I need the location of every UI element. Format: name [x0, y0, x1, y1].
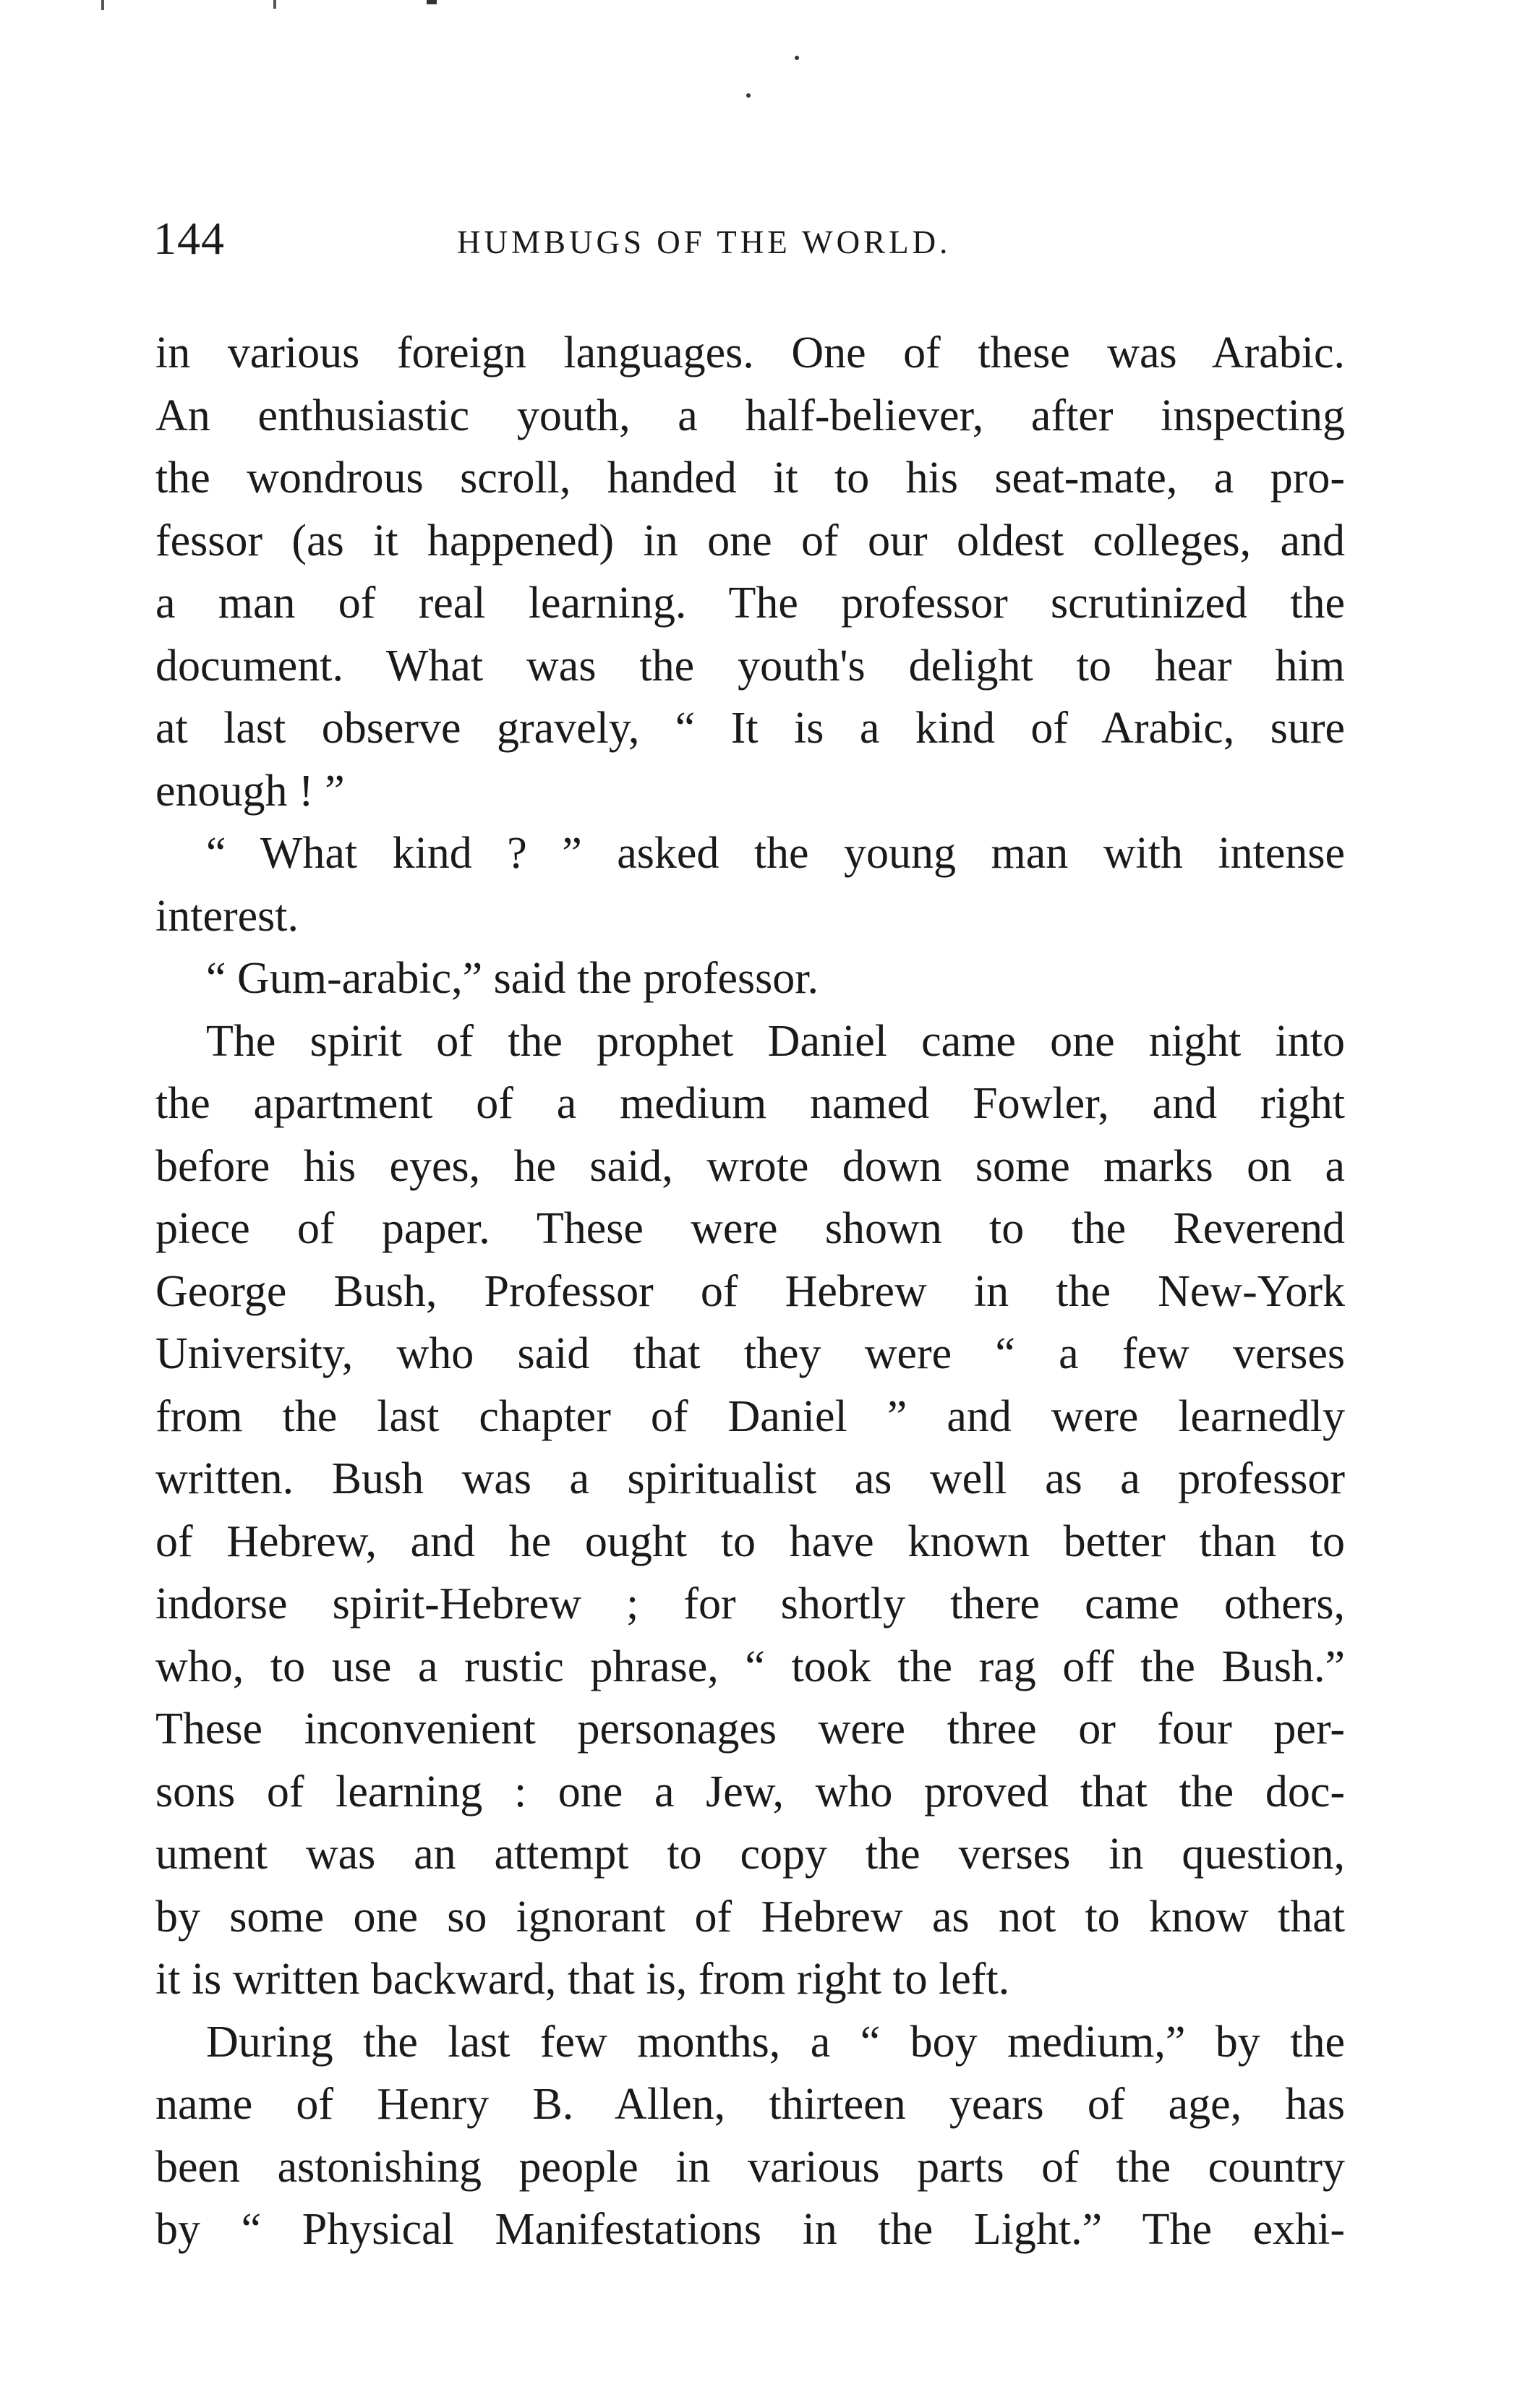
- text-line: written. Bush was a spiritualist as well as a professor: [155, 1454, 1345, 1503]
- text-line: from the last chapter of Daniel ” and were learnedly: [155, 1391, 1345, 1441]
- text-line: who, to use a rustic phrase, “ took the rag off the Bush.”: [155, 1641, 1345, 1691]
- text-line: by “ Physical Manifestations in the Light.” The exhi-: [155, 2205, 1345, 2254]
- text-line: These inconvenient personages were three or four per-: [155, 1704, 1345, 1754]
- speck-mark: [427, 0, 437, 4]
- speck-mark: [795, 56, 799, 60]
- text-line: the wondrous scroll, handed it to his seat-mate, a pro-: [155, 453, 1345, 503]
- text-line: sons of learning : one a Jew, who proved that the doc-: [155, 1767, 1345, 1816]
- text-line: During the last few months, a “ boy medium,” by the: [206, 2017, 1345, 2067]
- text-line: document. What was the youth's delight to hear him: [155, 641, 1345, 691]
- text-line: University, who said that they were “ a few verses: [155, 1329, 1345, 1378]
- text-line: enough ! ”: [155, 766, 345, 816]
- running-head: HUMBUGS OF THE WORLD.: [457, 224, 952, 260]
- text-line: been astonishing people in various parts of the country: [155, 2142, 1345, 2192]
- text-line: before his eyes, he said, wrote down some marks on a: [155, 1141, 1345, 1191]
- speck-mark: [101, 0, 104, 10]
- body-text: [155, 322, 1345, 2261]
- text-line: An enthusiastic youth, a half-believer, after inspecting: [155, 390, 1345, 440]
- text-line: a man of real learning. The professor scrutinized the: [155, 578, 1345, 628]
- text-line: The spirit of the prophet Daniel came one night into: [206, 1016, 1345, 1066]
- text-line: at last observe gravely, “ It is a kind of Arabic, sure: [155, 704, 1345, 753]
- text-line: interest.: [155, 891, 299, 941]
- speck-mark: [746, 93, 751, 98]
- text-line: indorse spirit-Hebrew ; for shortly there came others,: [155, 1579, 1345, 1628]
- text-line: George Bush, Professor of Hebrew in the New-York: [155, 1266, 1345, 1316]
- text-line: fessor (as it happened) in one of our oldest colleges, and: [155, 516, 1345, 565]
- text-line: name of Henry B. Allen, thirteen years of age, has: [155, 2080, 1345, 2129]
- page-header: [153, 210, 1346, 268]
- text-line: it is written backward, that is, from right to left.: [155, 1955, 1010, 2004]
- text-line: the apartment of a medium named Fowler, and right: [155, 1079, 1345, 1128]
- text-line: “ What kind ? ” asked the young man with intense: [206, 829, 1345, 878]
- text-line: in various foreign languages. One of these was Arabic.: [155, 328, 1345, 377]
- print-specks: [0, 0, 1525, 145]
- text-line: ument was an attempt to copy the verses in question,: [155, 1830, 1345, 1879]
- text-line: of Hebrew, and he ought to have known better than to: [155, 1516, 1345, 1566]
- speck-mark: [273, 0, 276, 9]
- page-number: 144: [153, 213, 225, 264]
- text-line: by some one so ignorant of Hebrew as not to know that: [155, 1892, 1345, 1942]
- text-line: piece of paper. These were shown to the Reverend: [155, 1204, 1345, 1253]
- text-line: “ Gum-arabic,” said the professor.: [206, 954, 819, 1003]
